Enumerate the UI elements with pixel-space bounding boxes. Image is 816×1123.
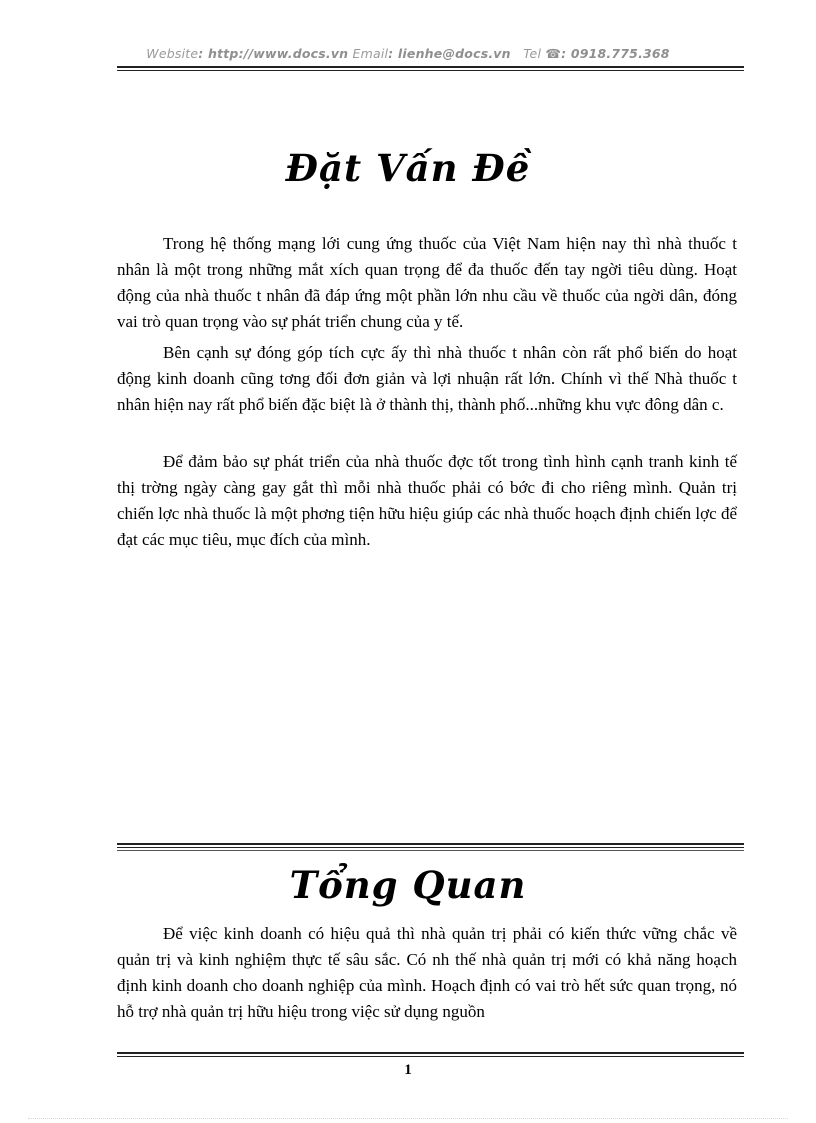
footer-rule [117, 1052, 744, 1057]
email-label: Email [352, 46, 389, 61]
paragraph: Để việc kinh doanh có hiệu quả thì nhà quản trị phải có kiến thức vững chắc về quản trị và kinh nghiệm thực tế sâu sắc. Có nh thế nhà quản trị mới có khả năng hoạch định kinh doanh cho doanh nghiệp của mình. Hoạch định có vai trò hết sức quan trọng, nó hỗ trợ nhà quản trị hữu hiệu trong việc sử dụng nguồn [117, 924, 737, 1021]
page-bottom-dotted-line [28, 1118, 788, 1119]
tel-label: Tel [523, 46, 542, 61]
tel-value: ☎: 0918.775.368 [545, 46, 670, 61]
page-number: 1 [404, 1062, 412, 1078]
website-label: Website [146, 46, 199, 61]
paragraph: Bên cạnh sự đóng góp tích cực ấy thì nhà thuốc t nhân còn rất phổ biến do hoạt động kinh doanh cũng tơng đối đơn giản và lợi nhuận rất lớn. Chính vì thế Nhà thuốc t nhân hiện nay rất phổ biến đặc biệt là ở thành thị, thành phố...những khu vực đông dân c. [117, 343, 737, 414]
paragraph: Để đảm bảo sự phát triển của nhà thuốc đợc tốt trong tình hình cạnh tranh kinh tế thị trờng ngày càng gay gắt thì mỗi nhà thuốc phải có bớc đi cho riêng mình. Quản trị chiến lợc nhà thuốc là một phơng tiện hữu hiệu giúp các nhà thuốc hoạch định chiến lợc để đạt các mục tiêu, mục đích của mình. [117, 452, 737, 549]
page-header [0, 46, 816, 61]
section-divider [117, 843, 744, 851]
email-link[interactable]: : lienhe@docs.vn [388, 46, 511, 61]
paragraph: Trong hệ thống mạng lới cung ứng thuốc của Việt Nam hiện nay thì nhà thuốc t nhân là một trong những mắt xích quan trọng để đa thuốc đến tay ngời tiêu dùng. Hoạt động của nhà thuốc t nhân đã đáp ứng một phần lớn nhu cầu về thuốc của ngời dân, đóng vai trò quan trọng vào sự phát triển chung của y tế. [117, 234, 737, 331]
section-title-dat-van-de: Đặt Vấn Đề [285, 146, 531, 190]
header-rule [117, 66, 744, 71]
section-title-tong-quan: Tổng Quan [289, 863, 527, 907]
website-link[interactable]: : http://www.docs.vn [198, 46, 349, 61]
